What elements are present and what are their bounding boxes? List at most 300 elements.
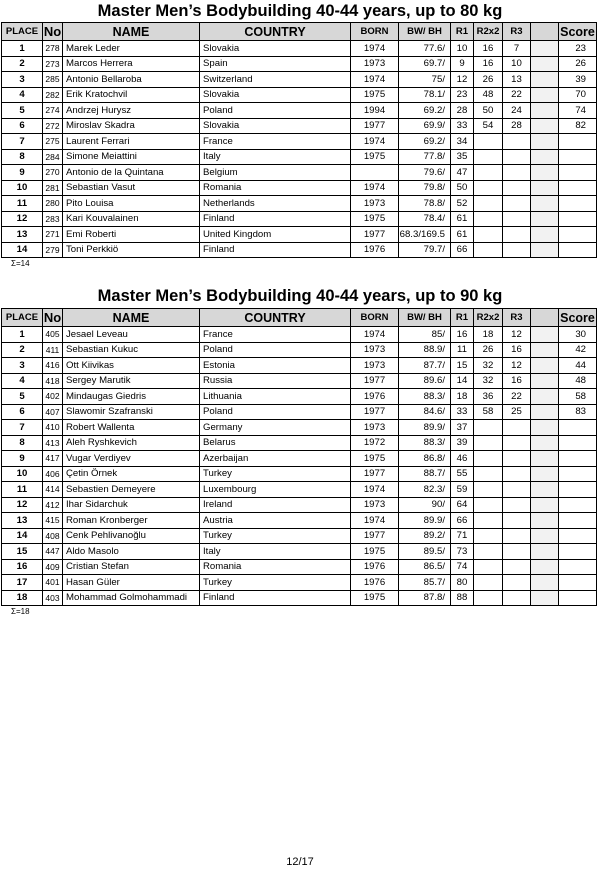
cell-r1: 66	[451, 513, 474, 529]
cell-name: Roman Kronberger	[63, 513, 200, 529]
cell-no: 417	[43, 451, 63, 467]
cell-blank	[531, 242, 559, 258]
cell-bw-bh: 78.4/	[399, 211, 451, 227]
cell-no: 406	[43, 466, 63, 482]
cell-born: 1975	[351, 211, 399, 227]
cell-bw-bh: 77.6/	[399, 41, 451, 57]
cell-no: 402	[43, 389, 63, 405]
cell-r3: 13	[503, 72, 531, 88]
cell-r2x2	[474, 466, 503, 482]
col-no: No	[43, 310, 62, 325]
cell-r2x2: 18	[474, 327, 503, 343]
cell-r2x2	[474, 134, 503, 150]
cell-r3	[503, 559, 531, 575]
cell-born: 1975	[351, 149, 399, 165]
cell-no: 412	[43, 497, 63, 513]
table-row	[2, 342, 597, 358]
cell-blank	[531, 103, 559, 119]
cell-bw-bh: 86.8/	[399, 451, 451, 467]
cell-r2x2: 54	[474, 118, 503, 134]
competitor-count: Σ=18	[11, 607, 30, 616]
cell-r2x2: 50	[474, 103, 503, 119]
col-blank	[531, 309, 559, 327]
cell-country: Switzerland	[200, 72, 351, 88]
cell-no: 282	[43, 87, 63, 103]
cell-blank	[531, 72, 559, 88]
cell-country: Poland	[200, 103, 351, 119]
cell-bw-bh: 75/	[399, 72, 451, 88]
cell-born: 1974	[351, 482, 399, 498]
col-no: No	[43, 24, 62, 39]
cell-r1: 71	[451, 528, 474, 544]
cell-country: Azerbaijan	[200, 451, 351, 467]
cell-country: Belgium	[200, 165, 351, 181]
table-row	[2, 590, 597, 606]
cell-r2x2: 32	[474, 358, 503, 374]
cell-place: 6	[2, 118, 43, 134]
cell-score	[559, 544, 597, 560]
page-number: 12/17	[286, 856, 314, 868]
cell-r1: 50	[451, 180, 474, 196]
cell-bw-bh: 87.7/	[399, 358, 451, 374]
cell-name: Cristian Stefan	[63, 559, 200, 575]
cell-blank	[531, 196, 559, 212]
col-r3: R3	[503, 23, 531, 41]
col-born: BORN	[351, 309, 399, 327]
cell-country: Slovakia	[200, 118, 351, 134]
cell-country: Lithuania	[200, 389, 351, 405]
cell-country: Romania	[200, 180, 351, 196]
cell-r2x2: 48	[474, 87, 503, 103]
cell-r1: 10	[451, 41, 474, 57]
cell-country: Finland	[200, 242, 351, 258]
table-row	[2, 420, 597, 436]
cell-r2x2	[474, 544, 503, 560]
cell-born: 1975	[351, 451, 399, 467]
cell-bw-bh: 77.8/	[399, 149, 451, 165]
table-row	[2, 451, 597, 467]
cell-r1: 52	[451, 196, 474, 212]
cell-born: 1977	[351, 404, 399, 420]
table-row	[2, 404, 597, 420]
cell-born: 1977	[351, 227, 399, 243]
table-row	[2, 103, 597, 119]
cell-place: 5	[2, 389, 43, 405]
cell-born: 1976	[351, 389, 399, 405]
cell-r2x2: 16	[474, 56, 503, 72]
cell-blank	[531, 513, 559, 529]
table-row	[2, 497, 597, 513]
cell-score: 44	[559, 358, 597, 374]
cell-country: Netherlands	[200, 196, 351, 212]
table-row	[2, 211, 597, 227]
cell-score: 83	[559, 404, 597, 420]
cell-name: Çetin Örnek	[63, 466, 200, 482]
cell-no: 411	[43, 342, 63, 358]
competitor-count: Σ=14	[11, 259, 30, 268]
cell-place: 1	[2, 41, 43, 57]
cell-born: 1977	[351, 118, 399, 134]
table-row	[2, 87, 597, 103]
cell-r2x2	[474, 559, 503, 575]
cell-score	[559, 180, 597, 196]
cell-place: 2	[2, 342, 43, 358]
cell-no: 272	[43, 118, 63, 134]
cell-no: 447	[43, 544, 63, 560]
cell-score	[559, 575, 597, 591]
cell-r2x2: 32	[474, 373, 503, 389]
cell-score	[559, 559, 597, 575]
cell-place: 14	[2, 242, 43, 258]
table-row	[2, 544, 597, 560]
cell-no: 409	[43, 559, 63, 575]
cell-country: Finland	[200, 211, 351, 227]
cell-r3	[503, 590, 531, 606]
cell-bw-bh: 90/	[399, 497, 451, 513]
cell-r3: 24	[503, 103, 531, 119]
cell-place: 12	[2, 497, 43, 513]
cell-country: Turkey	[200, 528, 351, 544]
cell-place: 1	[2, 327, 43, 343]
table-row	[2, 358, 597, 374]
table-row	[2, 559, 597, 575]
cell-country: Poland	[200, 342, 351, 358]
col-blank	[531, 23, 559, 41]
cell-place: 13	[2, 513, 43, 529]
cell-r2x2	[474, 497, 503, 513]
cell-born: 1974	[351, 513, 399, 529]
col-r1: R1	[451, 23, 474, 41]
cell-r1: 33	[451, 404, 474, 420]
cell-blank	[531, 165, 559, 181]
cell-name: Slawomir Szafranski	[63, 404, 200, 420]
cell-no: 273	[43, 56, 63, 72]
cell-blank	[531, 327, 559, 343]
cell-blank	[531, 559, 559, 575]
col-r2x2: R2x2	[474, 309, 503, 327]
cell-born: 1975	[351, 590, 399, 606]
header-row	[2, 309, 597, 327]
cell-name: Sergey Marutik	[63, 373, 200, 389]
cell-born: 1975	[351, 544, 399, 560]
cell-bw-bh: 79.8/	[399, 180, 451, 196]
col-country: COUNTRY	[200, 23, 351, 41]
cell-bw-bh: 89.9/	[399, 513, 451, 529]
cell-country: Ireland	[200, 497, 351, 513]
table-row	[2, 180, 597, 196]
table-row	[2, 466, 597, 482]
cell-r2x2	[474, 451, 503, 467]
cell-r3	[503, 497, 531, 513]
cell-r1: 28	[451, 103, 474, 119]
cell-place: 5	[2, 103, 43, 119]
cell-name: Jesael Leveau	[63, 327, 200, 343]
cell-country: Finland	[200, 590, 351, 606]
cell-place: 17	[2, 575, 43, 591]
cell-score: 70	[559, 87, 597, 103]
cell-bw-bh: 78.1/	[399, 87, 451, 103]
table-row	[2, 389, 597, 405]
cell-no: 283	[43, 211, 63, 227]
table-row	[2, 513, 597, 529]
cell-no: 414	[43, 482, 63, 498]
cell-place: 15	[2, 544, 43, 560]
cell-name: Sebastian Kukuc	[63, 342, 200, 358]
cell-name: Kari Kouvalainen	[63, 211, 200, 227]
cell-r3	[503, 211, 531, 227]
table-row	[2, 482, 597, 498]
cell-bw-bh: 69.2/	[399, 134, 451, 150]
cell-r2x2: 26	[474, 342, 503, 358]
col-r3: R3	[503, 309, 531, 327]
cell-place: 8	[2, 149, 43, 165]
col-bw-bh: BW/ BH	[399, 309, 451, 327]
cell-no: 413	[43, 435, 63, 451]
cell-r2x2: 36	[474, 389, 503, 405]
cell-bw-bh: 88.3/	[399, 435, 451, 451]
table-row	[2, 575, 597, 591]
cell-name: Aldo Masolo	[63, 544, 200, 560]
cell-no: 274	[43, 103, 63, 119]
table-row	[2, 149, 597, 165]
cell-name: Cenk Pehlivanoğlu	[63, 528, 200, 544]
col-place: PLACE	[2, 309, 43, 327]
cell-r3: 12	[503, 358, 531, 374]
cell-score	[559, 482, 597, 498]
cell-r3: 22	[503, 389, 531, 405]
cell-country: Slovakia	[200, 41, 351, 57]
cell-place: 14	[2, 528, 43, 544]
cell-score	[559, 165, 597, 181]
cell-score: 82	[559, 118, 597, 134]
cell-country: Turkey	[200, 466, 351, 482]
cell-blank	[531, 211, 559, 227]
cell-blank	[531, 87, 559, 103]
results-section-80kg	[0, 0, 600, 269]
cell-country: Romania	[200, 559, 351, 575]
cell-no: 416	[43, 358, 63, 374]
col-place: PLACE	[2, 23, 43, 41]
cell-born: 1972	[351, 435, 399, 451]
col-name: NAME	[63, 23, 200, 41]
cell-r1: 34	[451, 134, 474, 150]
cell-no: 280	[43, 196, 63, 212]
cell-no: 271	[43, 227, 63, 243]
col-score: Score	[560, 310, 595, 325]
cell-score: 26	[559, 56, 597, 72]
cell-name: Marek Leder	[63, 41, 200, 57]
cell-r1: 9	[451, 56, 474, 72]
cell-r2x2	[474, 165, 503, 181]
cell-score: 39	[559, 72, 597, 88]
cell-r1: 73	[451, 544, 474, 560]
cell-bw-bh: 89.5/	[399, 544, 451, 560]
cell-born: 1976	[351, 559, 399, 575]
cell-bw-bh: 69.9/	[399, 118, 451, 134]
cell-r2x2: 26	[474, 72, 503, 88]
cell-country: Belarus	[200, 435, 351, 451]
cell-bw-bh: 88.3/	[399, 389, 451, 405]
table-row	[2, 196, 597, 212]
cell-blank	[531, 56, 559, 72]
cell-bw-bh: 89.2/	[399, 528, 451, 544]
cell-place: 4	[2, 87, 43, 103]
cell-country: Austria	[200, 513, 351, 529]
cell-name: Sebastian Vasut	[63, 180, 200, 196]
col-r1: R1	[451, 309, 474, 327]
cell-born: 1973	[351, 196, 399, 212]
cell-r2x2	[474, 242, 503, 258]
cell-r1: 55	[451, 466, 474, 482]
cell-score	[559, 134, 597, 150]
cell-r2x2	[474, 590, 503, 606]
cell-blank	[531, 180, 559, 196]
cell-born: 1976	[351, 242, 399, 258]
table-row	[2, 373, 597, 389]
cell-place: 10	[2, 180, 43, 196]
table-body	[2, 41, 597, 258]
cell-r3: 28	[503, 118, 531, 134]
cell-blank	[531, 149, 559, 165]
cell-r2x2	[474, 420, 503, 436]
cell-born: 1976	[351, 575, 399, 591]
col-born: BORN	[351, 23, 399, 41]
cell-r1: 37	[451, 420, 474, 436]
cell-name: Marcos Herrera	[63, 56, 200, 72]
cell-blank	[531, 544, 559, 560]
cell-score	[559, 590, 597, 606]
cell-bw-bh: 89.6/	[399, 373, 451, 389]
cell-r3	[503, 435, 531, 451]
cell-r1: 23	[451, 87, 474, 103]
cell-place: 2	[2, 56, 43, 72]
cell-score: 74	[559, 103, 597, 119]
cell-born: 1973	[351, 342, 399, 358]
cell-name: Antonio Bellaroba	[63, 72, 200, 88]
cell-born: 1973	[351, 358, 399, 374]
cell-place: 13	[2, 227, 43, 243]
section-title: Master Men’s Bodybuilding 40-44 years, up to 90 kg	[97, 287, 503, 305]
cell-country: Poland	[200, 404, 351, 420]
cell-r1: 11	[451, 342, 474, 358]
cell-name: Robert Wallenta	[63, 420, 200, 436]
cell-score: 30	[559, 327, 597, 343]
col-name: NAME	[63, 309, 200, 327]
cell-place: 3	[2, 72, 43, 88]
cell-bw-bh: 84.6/	[399, 404, 451, 420]
cell-score	[559, 513, 597, 529]
cell-score	[559, 451, 597, 467]
cell-no: 279	[43, 242, 63, 258]
cell-r1: 15	[451, 358, 474, 374]
cell-r1: 64	[451, 497, 474, 513]
cell-bw-bh: 69.2/	[399, 103, 451, 119]
cell-score	[559, 242, 597, 258]
table-body	[2, 327, 597, 606]
cell-born: 1977	[351, 528, 399, 544]
cell-name: Mohammad Golmohammadi	[63, 590, 200, 606]
cell-born: 1974	[351, 72, 399, 88]
cell-blank	[531, 389, 559, 405]
cell-bw-bh: 85.7/	[399, 575, 451, 591]
cell-born: 1974	[351, 41, 399, 57]
cell-name: Mindaugas Giedris	[63, 389, 200, 405]
cell-bw-bh: 82.3/	[399, 482, 451, 498]
cell-r3	[503, 196, 531, 212]
cell-blank	[531, 590, 559, 606]
cell-country: France	[200, 327, 351, 343]
cell-bw-bh: 85/	[399, 327, 451, 343]
cell-no: 410	[43, 420, 63, 436]
table-row	[2, 165, 597, 181]
cell-r3	[503, 149, 531, 165]
cell-place: 9	[2, 451, 43, 467]
cell-blank	[531, 227, 559, 243]
cell-place: 7	[2, 420, 43, 436]
cell-name: Andrzej Hurysz	[63, 103, 200, 119]
cell-born: 1994	[351, 103, 399, 119]
cell-no: 281	[43, 180, 63, 196]
cell-born: 1977	[351, 466, 399, 482]
cell-r3	[503, 466, 531, 482]
cell-r1: 46	[451, 451, 474, 467]
cell-r3	[503, 451, 531, 467]
cell-blank	[531, 497, 559, 513]
cell-born: 1973	[351, 497, 399, 513]
cell-r1: 59	[451, 482, 474, 498]
cell-r3: 22	[503, 87, 531, 103]
cell-bw-bh: 87.8/	[399, 590, 451, 606]
cell-score	[559, 149, 597, 165]
cell-born	[351, 165, 399, 181]
cell-r2x2	[474, 435, 503, 451]
table-row	[2, 242, 597, 258]
cell-score	[559, 196, 597, 212]
results-table	[1, 22, 597, 258]
cell-r2x2	[474, 149, 503, 165]
section-title: Master Men’s Bodybuilding 40-44 years, up to 80 kg	[97, 2, 503, 20]
col-score: Score	[560, 24, 595, 39]
cell-bw-bh: 88.7/	[399, 466, 451, 482]
cell-r1: 61	[451, 227, 474, 243]
cell-place: 10	[2, 466, 43, 482]
cell-bw-bh: 78.8/	[399, 196, 451, 212]
header-row	[2, 23, 597, 41]
cell-born: 1973	[351, 420, 399, 436]
cell-no: 403	[43, 590, 63, 606]
cell-blank	[531, 575, 559, 591]
cell-country: France	[200, 134, 351, 150]
cell-blank	[531, 373, 559, 389]
cell-score	[559, 466, 597, 482]
cell-no: 275	[43, 134, 63, 150]
cell-r3	[503, 242, 531, 258]
results-section-90kg	[0, 286, 600, 617]
cell-place: 3	[2, 358, 43, 374]
cell-r3	[503, 544, 531, 560]
cell-r2x2: 16	[474, 41, 503, 57]
cell-name: Aleh Ryshkevich	[63, 435, 200, 451]
cell-place: 9	[2, 165, 43, 181]
cell-blank	[531, 404, 559, 420]
cell-name: Antonio de la Quintana	[63, 165, 200, 181]
cell-no: 401	[43, 575, 63, 591]
cell-bw-bh: 88.9/	[399, 342, 451, 358]
cell-blank	[531, 435, 559, 451]
cell-country: Slovakia	[200, 87, 351, 103]
cell-name: Ihar Sidarchuk	[63, 497, 200, 513]
cell-place: 4	[2, 373, 43, 389]
